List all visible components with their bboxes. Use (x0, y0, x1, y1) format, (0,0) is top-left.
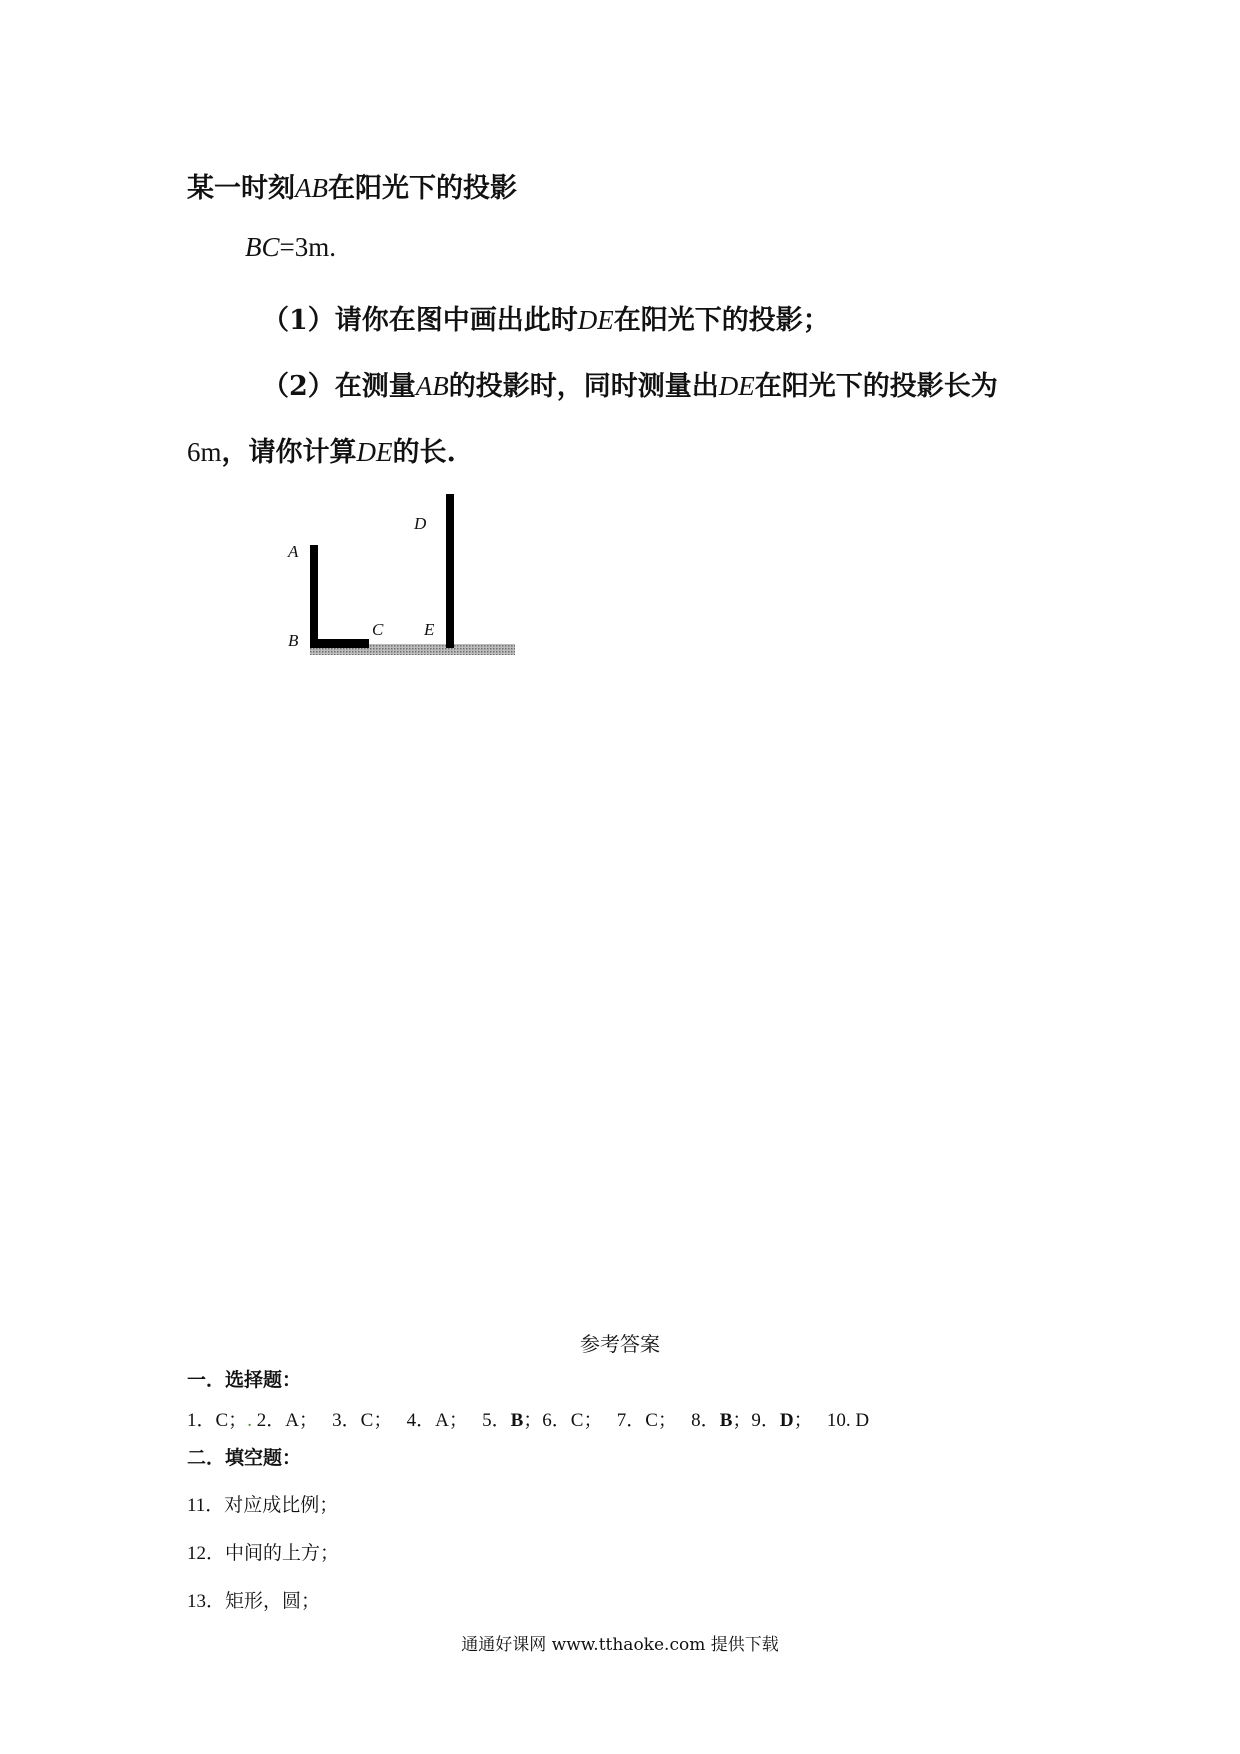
answers-title: 参考答案 (580, 1332, 660, 1356)
label-c: C (372, 620, 384, 639)
question-line-2: BC=3m. (245, 232, 336, 262)
pole-ab (310, 545, 318, 648)
section-fill-heading: 二．填空题： (187, 1447, 302, 1469)
pole-de (446, 494, 454, 648)
shadow-bc (310, 639, 369, 648)
label-b: B (288, 631, 299, 650)
question-part-1: （1）请你在图中画出此时DE在阳光下的投影； (262, 305, 830, 336)
figure-svg (280, 480, 540, 670)
section-choice-heading: 一．选择题： (187, 1369, 302, 1391)
page-footer: 通通好课网 www.tthaoke.com 提供下载 (461, 1635, 779, 1655)
label-d: D (414, 514, 427, 533)
shadow-figure (280, 480, 540, 670)
question-part-2-cont: 6m，请你计算DE的长. (187, 437, 456, 468)
question-part-2: （2）在测量AB的投影时，同时测量出DE在阳光下的投影长为 (262, 371, 998, 402)
choice-answers: 1．C；. 2．A； 3．C； 4．A； 5．B；6．C； 7．C； 8．B；9．D； 10. D (187, 1410, 870, 1431)
fill-answer-11: 11．对应成比例； (187, 1495, 339, 1516)
question-line-1: 某一时刻AB在阳光下的投影 (187, 173, 517, 204)
fill-answer-13: 13．矩形，圆； (187, 1591, 321, 1612)
label-e: E (424, 620, 435, 639)
fill-answer-12: 12．中间的上方； (187, 1543, 340, 1564)
label-a: A (288, 542, 299, 561)
